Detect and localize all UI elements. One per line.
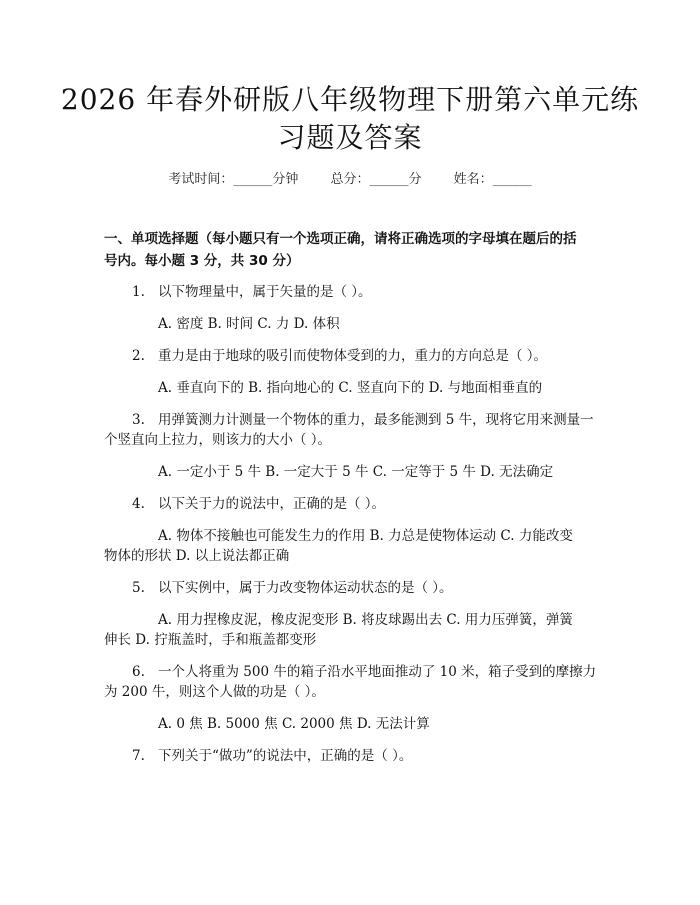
question-4-options: A. 物体不接触也可能发生力的作用 B. 力总是使物体运动 C. 力能改变 xyxy=(158,528,573,544)
question-1-options: A. 密度 B. 时间 C. 力 D. 体积 xyxy=(158,316,340,332)
question-5-options-continuation: 伸长 D. 拧瓶盖时，手和瓶盖都变形 xyxy=(104,632,317,648)
question-text: 重力是由于地球的吸引而使物体受到的力，重力的方向总是（ ）。 xyxy=(158,348,548,364)
question-text: 一个人将重为 500 牛的箱子沿水平地面推动了 10 米，箱子受到的摩擦力 xyxy=(158,664,597,680)
question-text: 下列关于“做功”的说法中，正确的是（ ）。 xyxy=(158,748,413,764)
exam-time-field: 考试时间：______分钟 xyxy=(168,172,299,187)
question-5-options: A. 用力捏橡皮泥，橡皮泥变形 B. 将皮球踢出去 C. 用力压弹簧，弹簧 xyxy=(158,612,573,628)
question-4-options-continuation: 物体的形状 D. 以上说法都正确 xyxy=(104,548,290,564)
question-number: 4. xyxy=(132,496,145,512)
question-number: 5. xyxy=(132,580,145,596)
question-3-continuation: 个竖直向上拉力，则该力的大小（ ）。 xyxy=(104,432,332,448)
question-6 xyxy=(132,662,596,682)
question-number: 7. xyxy=(132,748,145,764)
question-text: 以下关于力的说法中，正确的是（ ）。 xyxy=(158,496,386,512)
question-text: 以下物理量中，属于矢量的是（ ）。 xyxy=(158,284,372,300)
section-heading-line-1: 一、单项选择题（每小题只有一个选项正确，请将正确选项的字母填在题后的括 xyxy=(104,231,577,247)
question-number: 2. xyxy=(132,348,145,364)
question-number: 1. xyxy=(132,284,145,300)
question-2 xyxy=(132,346,547,366)
question-7 xyxy=(132,746,412,766)
document-title-line-2: 习题及答案 xyxy=(277,121,423,154)
exam-meta xyxy=(0,168,700,187)
question-6-continuation: 为 200 牛，则这个人做的功是（ ）。 xyxy=(104,684,325,700)
question-text: 用弹簧测力计测量一个物体的重力，最多能测到 5 牛，现将它用来测量一 xyxy=(158,412,594,428)
document-title-line-1: 2026 年春外研版八年级物理下册第六单元练 xyxy=(60,83,640,116)
question-4 xyxy=(132,494,385,514)
question-6-options: A. 0 焦 B. 5000 焦 C. 2000 焦 D. 无法计算 xyxy=(158,716,430,732)
question-number: 6. xyxy=(132,664,145,680)
question-3 xyxy=(132,410,594,430)
student-name-field: 姓名：______ xyxy=(453,172,532,187)
section-heading-line-2: 号内。每小题 3 分，共 30 分） xyxy=(104,253,300,269)
question-5 xyxy=(132,578,453,598)
question-1 xyxy=(132,282,372,302)
question-3-options: A. 一定小于 5 牛 B. 一定大于 5 牛 C. 一定等于 5 牛 D. 无法确定 xyxy=(158,464,554,480)
total-score-field: 总分：______分 xyxy=(330,172,422,187)
question-2-options: A. 垂直向下的 B. 指向地心的 C. 竖直向下的 D. 与地面相垂直的 xyxy=(158,380,543,396)
question-number: 3. xyxy=(132,412,145,428)
section-heading xyxy=(104,228,600,272)
question-text: 以下实例中，属于力改变物体运动状态的是（ ）。 xyxy=(158,580,453,596)
